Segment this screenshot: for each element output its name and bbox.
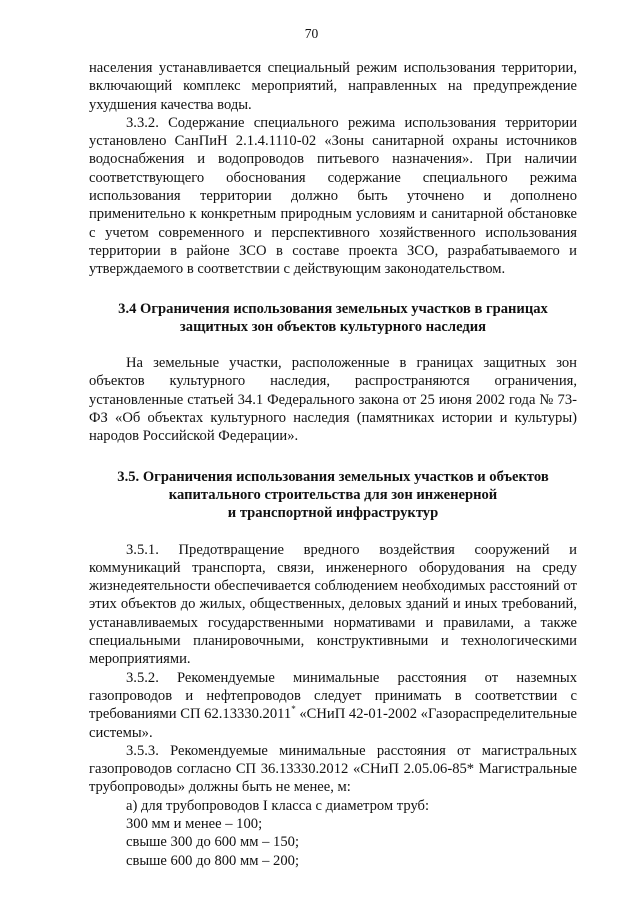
heading-3-4: [89, 300, 577, 337]
paragraph-3-5-1: 3.5.1. Предотвращение вредного воздействия сооружений и коммуникаций транспорта, связи, инженерного оборудования на среду жизнедеятельности обеспечивается соблюдением необходимых расстояний от этих объектов до жилых, общественных, деловых зданий и иных требований, устанавливаемых государственными нормативами и правилами, а также специальными планировочными, конструктивными и технологическими мероприятиями.: [89, 541, 577, 668]
list-item: 300 мм и менее – 100;: [126, 815, 263, 832]
page-number: 70: [304, 26, 319, 41]
heading-3-4-line-1: 3.4 Ограничения использования земельных участков в границах: [118, 300, 548, 317]
paragraph-3-5-2-text: 3.5.2. Рекомендуемые минимальные расстояния от наземных газопроводов и нефтепроводов следует принимать в соответствии с требованиями СП 62.13330.2011: [89, 669, 577, 723]
paragraph-cultural-heritage: На земельные участки, расположенные в границах защитных зон объектов культурного наследия, распространяются ограничения, установленные статьей 34.1 Федерального закона от 25 июня 2002 года № 73-ФЗ «Об объектах культурного наследия (памятниках истории и культуры) народов Российской Федерации».: [89, 355, 577, 445]
paragraph-3-5-2-text-end: «СНиП 42-01-2002 «Газораспределительные системы».: [89, 706, 578, 741]
heading-3-5: [89, 468, 577, 523]
list-heading-class-1: а) для трубопроводов I класса с диаметром труб:: [126, 797, 430, 814]
paragraph-3-5-3: 3.5.3. Рекомендуемые минимальные расстояния от магистральных газопроводов согласно СП 36.13330.2012 «СНиП 2.05.06-85* Магистральные трубопроводы» должны быть не менее, м:: [89, 742, 577, 796]
list-item: свыше 600 до 800 мм – 200;: [126, 852, 299, 869]
heading-3-5-line-1: 3.5. Ограничения использования земельных участков и объектов: [117, 468, 549, 485]
heading-3-5-line-3: и транспортной инфраструктур: [227, 505, 439, 522]
document-body: [89, 59, 577, 870]
heading-3-4-line-2: защитных зон объектов культурного наследия: [179, 318, 487, 335]
paragraph-3-3-2: 3.3.2. Содержание специального режима использования территории установлено СанПиН 2.1.4.1110-02 «Зоны санитарной охраны источников водоснабжения и водопроводов питьевого назначения». При наличии соответствующего обоснования содержание специального режима использования территории должно быть уточнено и дополнено применительно к конкретным природным условиям и санитарной обстановке с учетом современного и перспективного хозяйственного использования территории в районе ЗСО в составе проекта ЗСО, разрабатываемого и утверждаемого в соответствии с действующим законодательством.: [89, 114, 577, 278]
paragraph-3-5-2: [89, 669, 577, 742]
footnote-marker: *: [291, 704, 296, 715]
paragraph-water-quality: населения устанавливается специальный режим использования территории, включающий комплекс мероприятий, направленных на предупреждение ухудшения качества воды.: [89, 60, 577, 113]
list-item: свыше 300 до 600 мм – 150;: [126, 834, 299, 851]
heading-3-5-line-2: капитального строительства для зон инженерной: [168, 486, 498, 503]
